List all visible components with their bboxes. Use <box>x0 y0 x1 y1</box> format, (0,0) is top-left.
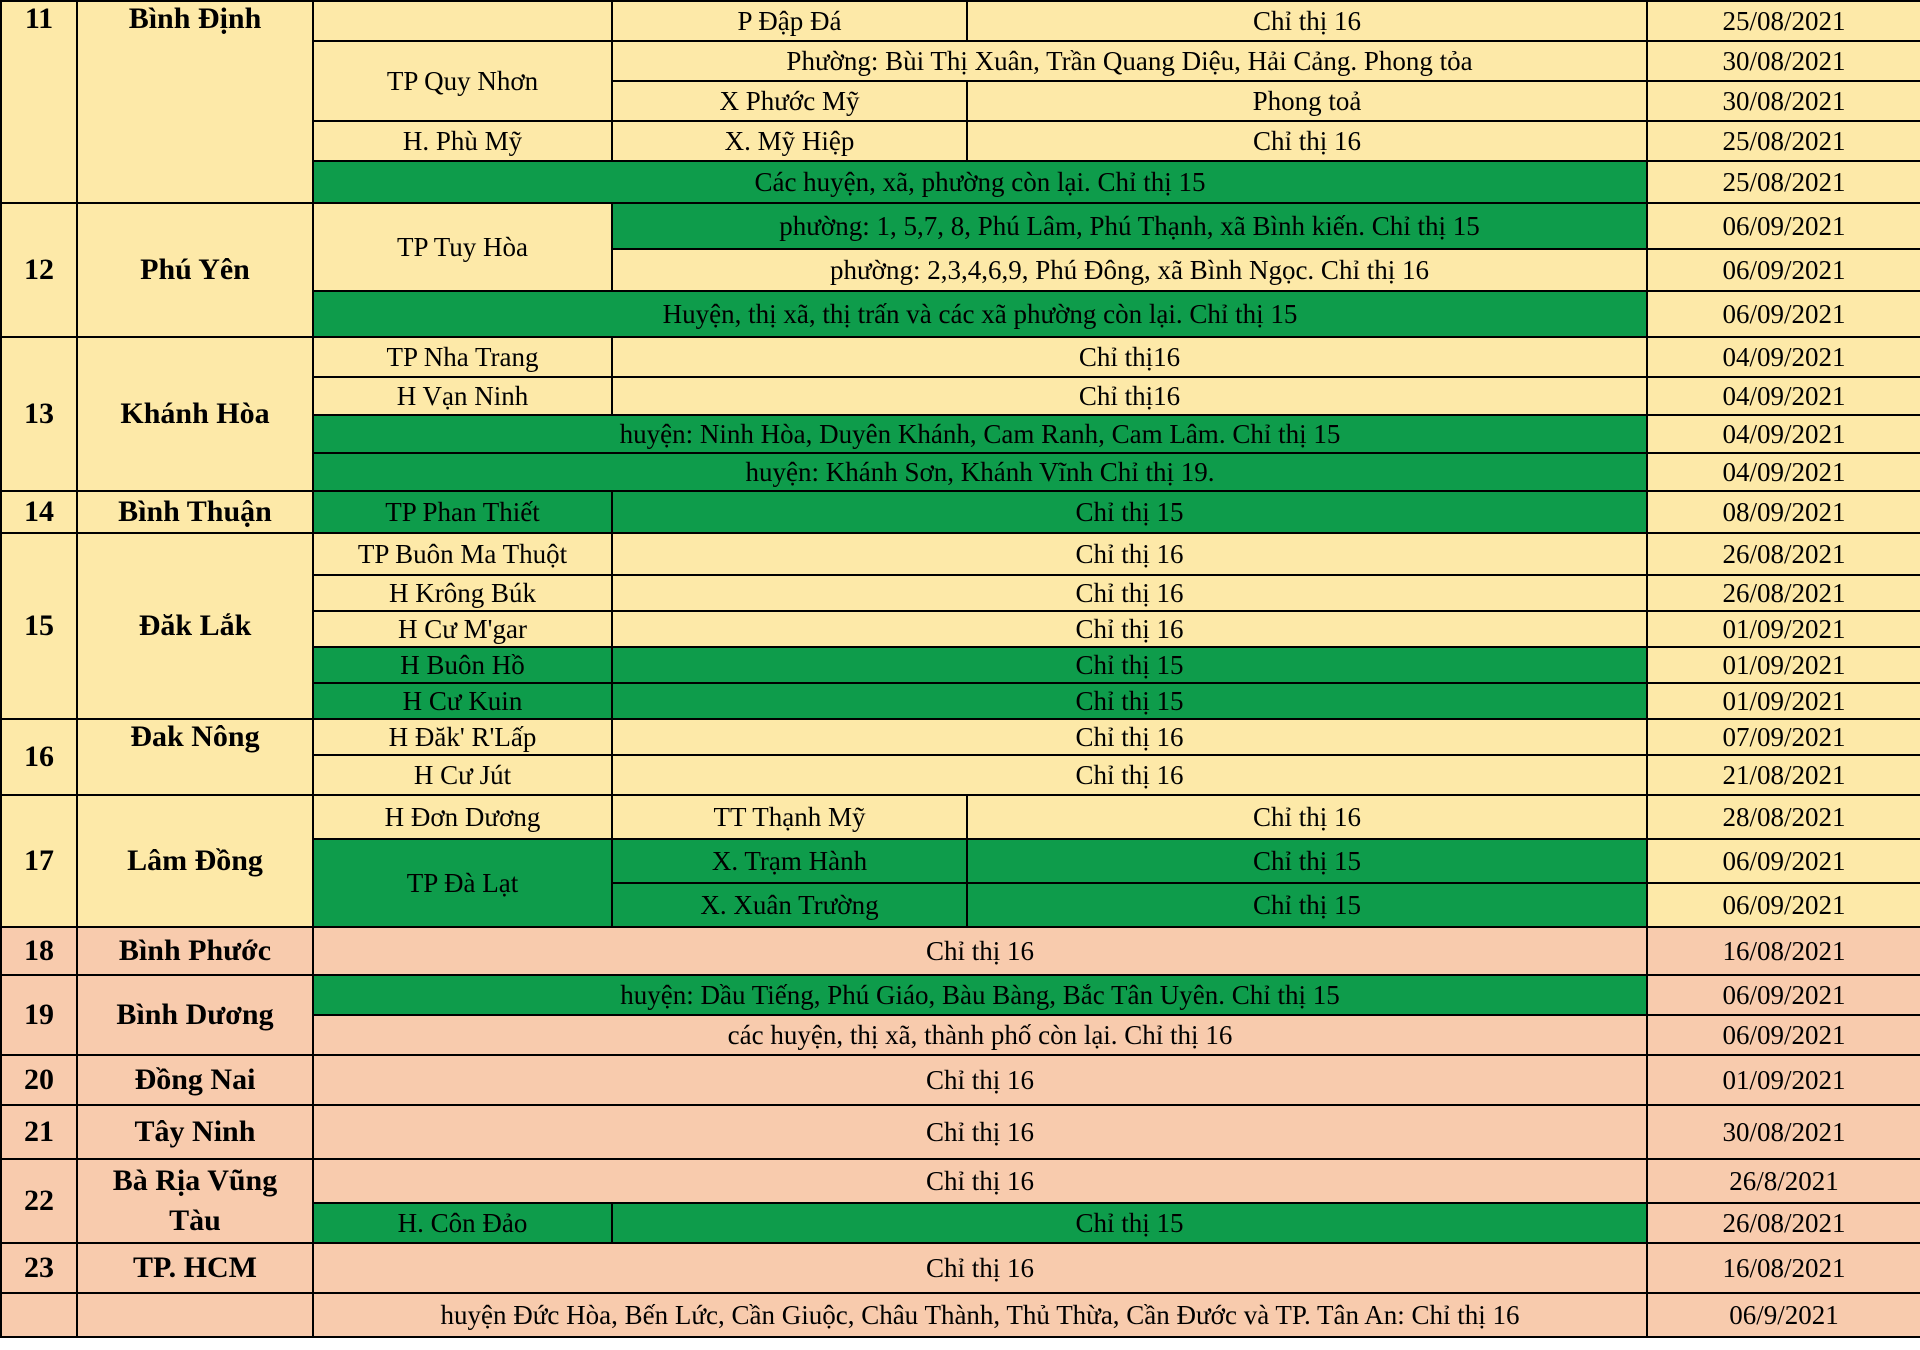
measure-cell: Chỉ thị 16 <box>967 795 1647 839</box>
district-cell: TP Đà Lạt <box>313 839 612 927</box>
province-number: 11 <box>1 1 77 203</box>
detail-cell: huyện: Ninh Hòa, Duyên Khánh, Cam Ranh, Cam Lâm. Chỉ thị 15 <box>313 415 1647 453</box>
date-cell: 08/09/2021 <box>1647 491 1920 533</box>
date-cell: 06/09/2021 <box>1647 975 1920 1015</box>
detail-cell: Chỉ thị 15 <box>612 647 1647 683</box>
detail-cell: huyện Đức Hòa, Bến Lức, Cần Giuộc, Châu Thành, Thủ Thừa, Cần Đước và TP. Tân An: Chỉ thị 16 <box>313 1293 1647 1337</box>
district-cell: H Cư Jút <box>313 755 612 795</box>
date-cell: 01/09/2021 <box>1647 1055 1920 1105</box>
detail-cell: Chỉ thị 16 <box>313 1243 1647 1293</box>
district-cell: H Đăk' R'Lấp <box>313 719 612 755</box>
detail-cell: Chỉ thị 16 <box>612 755 1647 795</box>
table-row <box>1 337 1920 377</box>
date-cell: 01/09/2021 <box>1647 683 1920 719</box>
date-cell: 06/9/2021 <box>1647 1293 1920 1337</box>
date-cell: 06/09/2021 <box>1647 249 1920 291</box>
date-cell: 28/08/2021 <box>1647 795 1920 839</box>
province-number: 14 <box>1 491 77 533</box>
detail-cell: huyện: Khánh Sơn, Khánh Vĩnh Chỉ thị 19. <box>313 453 1647 491</box>
province-number <box>1 1293 77 1337</box>
detail-cell: phường: 2,3,4,6,9, Phú Đông, xã Bình Ngọc. Chỉ thị 16 <box>612 249 1647 291</box>
province-name: Bình Phước <box>77 927 313 975</box>
province-name: Bình Dương <box>77 975 313 1055</box>
district-cell: H Buôn Hồ <box>313 647 612 683</box>
detail-cell: Chỉ thị 16 <box>612 611 1647 647</box>
district-cell: H. Phù Mỹ <box>313 121 612 161</box>
table-row <box>1 1243 1920 1293</box>
table-row <box>1 203 1920 249</box>
date-cell: 30/08/2021 <box>1647 81 1920 121</box>
district-cell: TP Nha Trang <box>313 337 612 377</box>
detail-cell: Chỉ thị 16 <box>313 927 1647 975</box>
province-number: 18 <box>1 927 77 975</box>
district-cell: H Cư M'gar <box>313 611 612 647</box>
detail-cell: Chỉ thị 16 <box>313 1055 1647 1105</box>
detail-cell: Phường: Bùi Thị Xuân, Trần Quang Diệu, Hải Cảng. Phong tỏa <box>612 41 1647 81</box>
date-cell: 30/08/2021 <box>1647 41 1920 81</box>
date-cell: 06/09/2021 <box>1647 203 1920 249</box>
detail-cell: Chỉ thị16 <box>612 377 1647 415</box>
district-cell: H. Côn Đảo <box>313 1203 612 1243</box>
detail-cell: Chỉ thị 16 <box>612 575 1647 611</box>
province-number: 23 <box>1 1243 77 1293</box>
table-row <box>1 1105 1920 1159</box>
province-name: TP. HCM <box>77 1243 313 1293</box>
province-name: Đăk Lắk <box>77 533 313 719</box>
date-cell: 04/09/2021 <box>1647 337 1920 377</box>
detail-cell: phường: 1, 5,7, 8, Phú Lâm, Phú Thạnh, xã Bình kiến. Chỉ thị 15 <box>612 203 1647 249</box>
table-row <box>1 1055 1920 1105</box>
province-name: Bà Rịa Vũng Tàu <box>77 1159 313 1243</box>
province-name: Tây Ninh <box>77 1105 313 1159</box>
date-cell: 01/09/2021 <box>1647 647 1920 683</box>
date-cell: 26/08/2021 <box>1647 575 1920 611</box>
province-number: 13 <box>1 337 77 491</box>
province-name: Lâm Đồng <box>77 795 313 927</box>
table-row <box>1 975 1920 1015</box>
ward-cell: P Đập Đá <box>612 1 967 41</box>
district-cell: H Vạn Ninh <box>313 377 612 415</box>
table-row <box>1 1159 1920 1203</box>
date-cell: 07/09/2021 <box>1647 719 1920 755</box>
date-cell: 16/08/2021 <box>1647 1243 1920 1293</box>
detail-cell: Huyện, thị xã, thị trấn và các xã phường còn lại. Chỉ thị 15 <box>313 291 1647 337</box>
table-row <box>1 927 1920 975</box>
measure-cell: Chỉ thị 16 <box>967 1 1647 41</box>
province-name <box>77 1293 313 1337</box>
ward-cell: X. Trạm Hành <box>612 839 967 883</box>
district-cell <box>313 1 612 41</box>
date-cell: 06/09/2021 <box>1647 1015 1920 1055</box>
province-number: 16 <box>1 719 77 795</box>
measure-cell: Chỉ thị 15 <box>967 883 1647 927</box>
detail-cell: Chỉ thị 16 <box>313 1105 1647 1159</box>
date-cell: 16/08/2021 <box>1647 927 1920 975</box>
table-row <box>1 795 1920 839</box>
date-cell: 01/09/2021 <box>1647 611 1920 647</box>
district-cell: TP Buôn Ma Thuột <box>313 533 612 575</box>
date-cell: 04/09/2021 <box>1647 453 1920 491</box>
table-row <box>1 1 1920 41</box>
date-cell: 26/08/2021 <box>1647 533 1920 575</box>
date-cell: 04/09/2021 <box>1647 377 1920 415</box>
province-name: Khánh Hòa <box>77 337 313 491</box>
ward-cell: X. Mỹ Hiệp <box>612 121 967 161</box>
detail-cell: Chỉ thị 15 <box>612 683 1647 719</box>
province-number: 15 <box>1 533 77 719</box>
district-cell: H Đơn Dương <box>313 795 612 839</box>
detail-cell: huyện: Dầu Tiếng, Phú Giáo, Bàu Bàng, Bắc Tân Uyên. Chỉ thị 15 <box>313 975 1647 1015</box>
date-cell: 30/08/2021 <box>1647 1105 1920 1159</box>
date-cell: 06/09/2021 <box>1647 291 1920 337</box>
date-cell: 21/08/2021 <box>1647 755 1920 795</box>
table-row <box>1 1293 1920 1337</box>
date-cell: 26/08/2021 <box>1647 1203 1920 1243</box>
ward-cell: TT Thạnh Mỹ <box>612 795 967 839</box>
date-cell: 25/08/2021 <box>1647 1 1920 41</box>
province-number: 21 <box>1 1105 77 1159</box>
date-cell: 06/09/2021 <box>1647 839 1920 883</box>
table-row <box>1 719 1920 755</box>
province-number: 17 <box>1 795 77 927</box>
date-cell: 06/09/2021 <box>1647 883 1920 927</box>
district-cell: TP Quy Nhơn <box>313 41 612 121</box>
district-cell: TP Tuy Hòa <box>313 203 612 291</box>
date-cell: 25/08/2021 <box>1647 161 1920 203</box>
district-cell: H Cư Kuin <box>313 683 612 719</box>
date-cell: 25/08/2021 <box>1647 121 1920 161</box>
detail-cell: Chỉ thị 15 <box>612 1203 1647 1243</box>
detail-cell: các huyện, thị xã, thành phố còn lại. Chỉ thị 16 <box>313 1015 1647 1055</box>
detail-cell: Chỉ thị 16 <box>313 1159 1647 1203</box>
province-name: Bình Thuận <box>77 491 313 533</box>
province-number: 12 <box>1 203 77 337</box>
measure-cell: Chỉ thị 15 <box>967 839 1647 883</box>
table-row <box>1 491 1920 533</box>
date-cell: 26/8/2021 <box>1647 1159 1920 1203</box>
district-cell: TP Phan Thiết <box>313 491 612 533</box>
detail-cell: Chỉ thị 16 <box>612 533 1647 575</box>
measure-cell: Chỉ thị 16 <box>967 121 1647 161</box>
measure-cell: Phong toả <box>967 81 1647 121</box>
table-row <box>1 533 1920 575</box>
province-number: 20 <box>1 1055 77 1105</box>
province-name: Bình Định <box>77 1 313 203</box>
district-cell: H Krông Búk <box>313 575 612 611</box>
detail-cell: Chỉ thị16 <box>612 337 1647 377</box>
province-name: Đak Nông <box>77 719 313 795</box>
detail-cell: Chỉ thị 15 <box>612 491 1647 533</box>
date-cell: 04/09/2021 <box>1647 415 1920 453</box>
ward-cell: X. Xuân Trường <box>612 883 967 927</box>
ward-cell: X Phước Mỹ <box>612 81 967 121</box>
province-number: 19 <box>1 975 77 1055</box>
province-name: Phú Yên <box>77 203 313 337</box>
province-number: 22 <box>1 1159 77 1243</box>
province-name: Đồng Nai <box>77 1055 313 1105</box>
detail-cell: Chỉ thị 16 <box>612 719 1647 755</box>
detail-cell: Các huyện, xã, phường còn lại. Chỉ thị 15 <box>313 161 1647 203</box>
